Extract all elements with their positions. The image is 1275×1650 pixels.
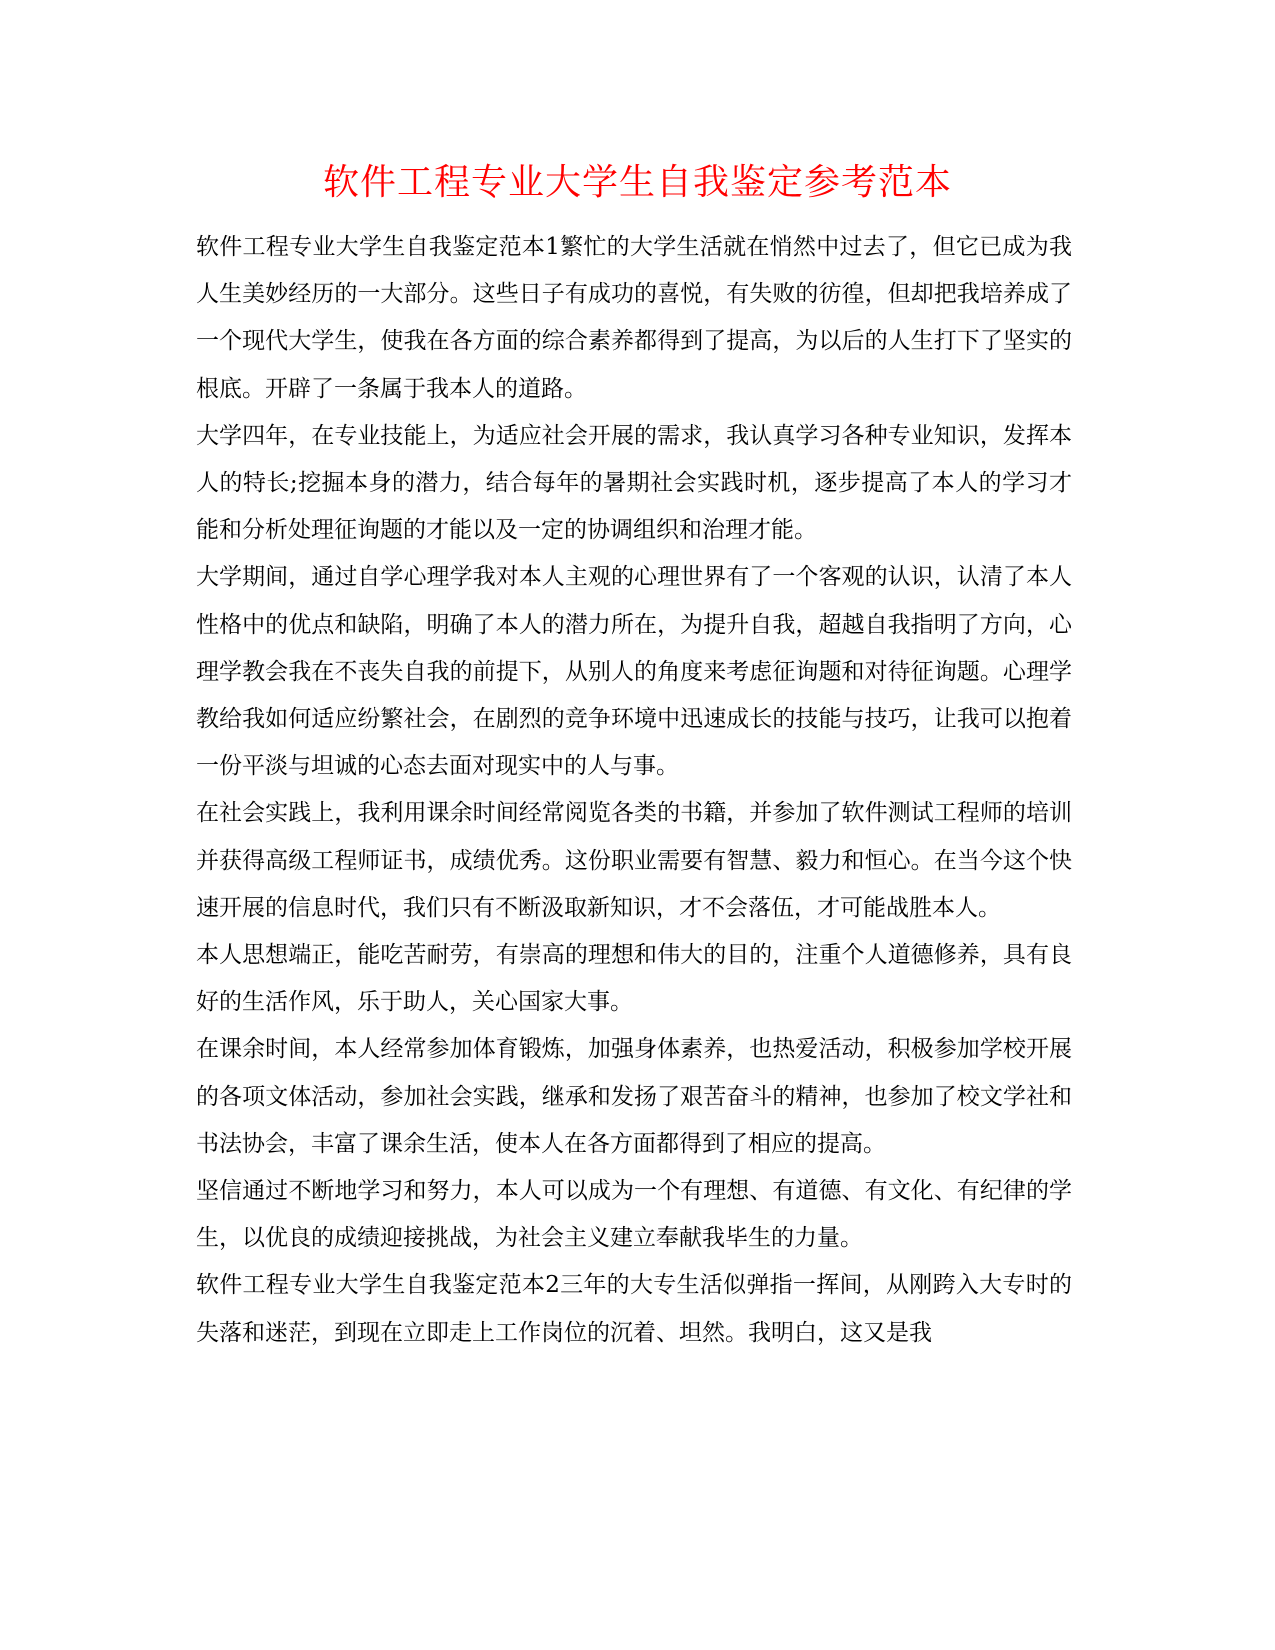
document-title: 软件工程专业大学生自我鉴定参考范本 <box>322 162 952 203</box>
paragraph: 大学四年，在专业技能上，为适应社会开展的需求，我认真学习各种专业知识，发挥本人的特长;挖掘本身的潜力，结合每年的暑期社会实践时机，逐步提高了本人的学习才能和分析处理征询题的才能以及一定的协调组织和治理才能。 <box>196 422 1072 544</box>
paragraph: 在课余时间，本人经常参加体育锻炼，加强身体素养，也热爱活动，积极参加学校开展的各项文体活动，参加社会实践，继承和发扬了艰苦奋斗的精神，也参加了校文学社和书法协会，丰富了课余生活，使本人在各方面都得到了相应的提高。 <box>196 1036 1072 1157</box>
paragraph: 软件工程专业大学生自我鉴定范本2三年的大专生活似弹指一挥间，从刚跨入大专时的失落和迷茫，到现在立即走上工作岗位的沉着、坦然。我明白，这又是我 <box>196 1272 1072 1346</box>
paragraph: 坚信通过不断地学习和努力，本人可以成为一个有理想、有道德、有文化、有纪律的学生，以优良的成绩迎接挑战，为社会主义建立奉献我毕生的力量。 <box>196 1178 1072 1252</box>
paragraph: 在社会实践上，我利用课余时间经常阅览各类的书籍，并参加了软件测试工程师的培训并获得高级工程师证书，成绩优秀。这份职业需要有智慧、毅力和恒心。在当今这个快速开展的信息时代，我们只有不断汲取新知识，才不会落伍，才可能战胜本人。 <box>196 800 1072 921</box>
paragraph: 本人思想端正，能吃苦耐劳，有崇高的理想和伟大的目的，注重个人道德修养，具有良好的生活作风，乐于助人，关心国家大事。 <box>196 942 1072 1016</box>
paragraph: 大学期间，通过自学心理学我对本人主观的心理世界有了一个客观的认识，认清了本人性格中的优点和缺陷，明确了本人的潜力所在，为提升自我，超越自我指明了方向，心理学教会我在不丧失自我的前提下，从别人的角度来考虑征询题和对待征询题。心理学教给我如何适应纷繁社会，在剧烈的竞争环境中迅速成长的技能与技巧，让我可以抱着一份平淡与坦诚的心态去面对现实中的人与事。 <box>196 564 1072 780</box>
document-body <box>196 224 1072 1357</box>
paragraph: 软件工程专业大学生自我鉴定范本1繁忙的大学生活就在悄然中过去了，但它已成为我人生美妙经历的一大部分。这些日子有成功的喜悦，有失败的彷徨，但却把我培养成了一个现代大学生，使我在各方面的综合素养都得到了提高，为以后的人生打下了坚实的根底。开辟了一条属于我本人的道路。 <box>196 234 1072 402</box>
